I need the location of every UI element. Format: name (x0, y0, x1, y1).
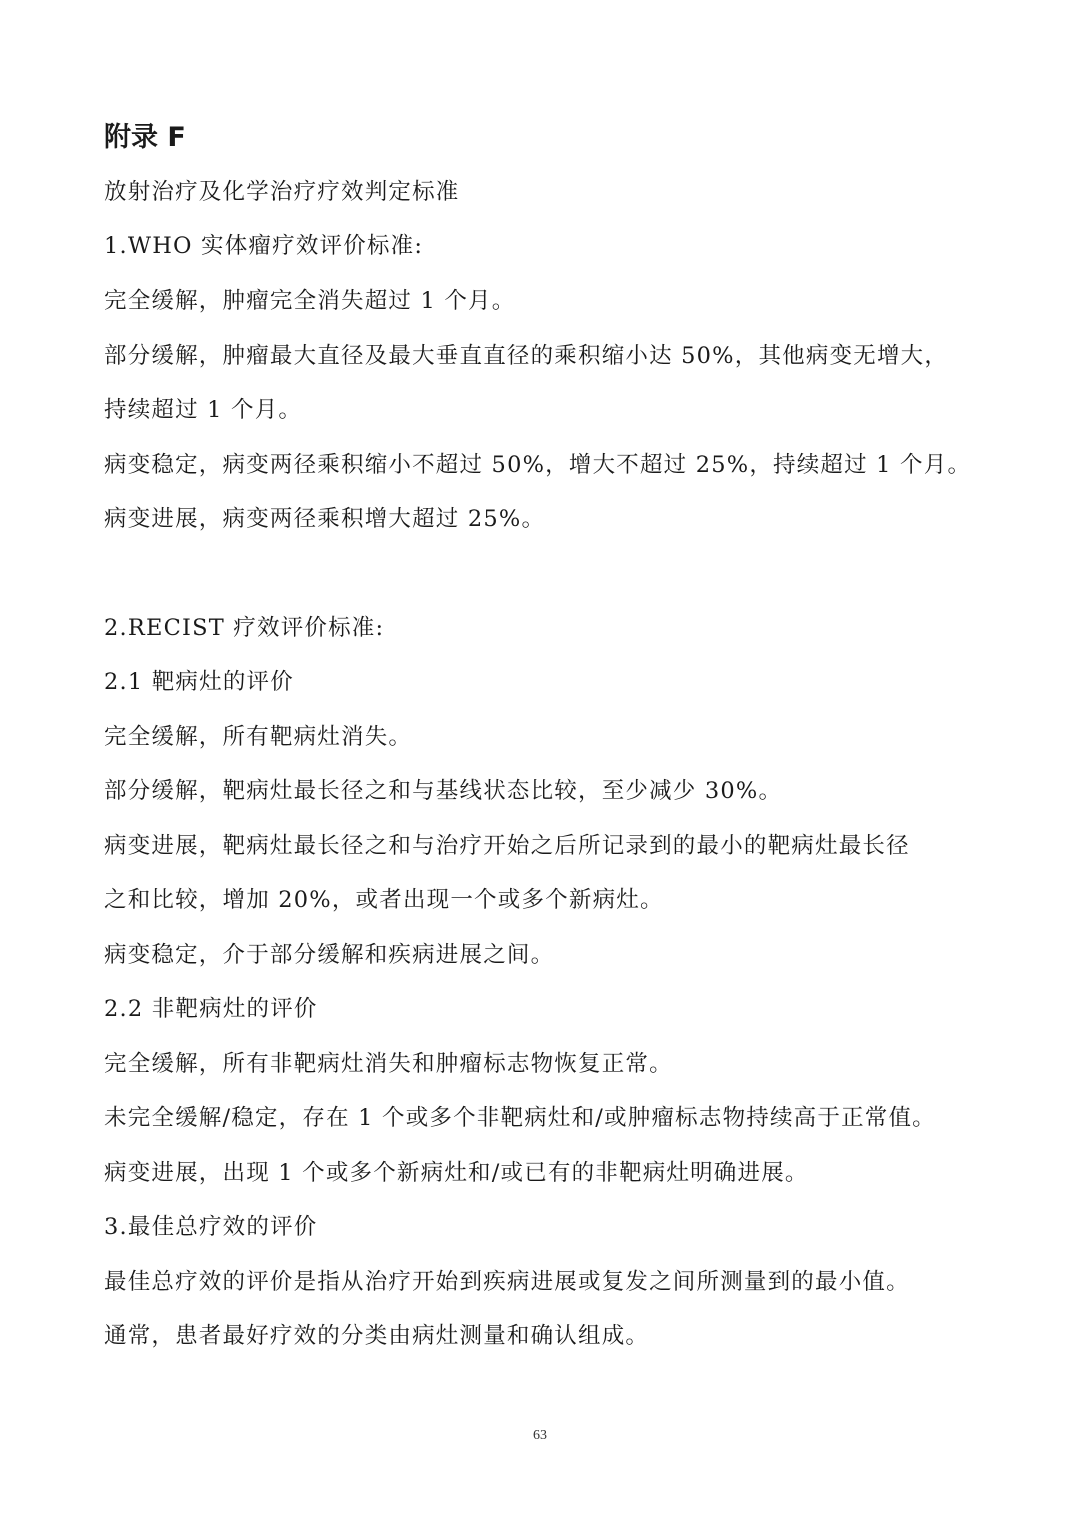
paragraph-line: 通常，患者最好疗效的分类由病灶测量和确认组成。 (104, 1323, 650, 1349)
appendix-title: 附录 F (104, 122, 186, 153)
paragraph-line: 病变稳定，介于部分缓解和疾病进展之间。 (104, 942, 555, 968)
paragraph-line: 未完全缓解/稳定，存在 1 个或多个非靶病灶和/或肿瘤标志物持续高于正常值。 (104, 1105, 936, 1131)
paragraph-line: 完全缓解，所有靶病灶消失。 (104, 724, 413, 750)
paragraph-line: 部分缓解，靶病灶最长径之和与基线状态比较，至少减少 30%。 (104, 778, 783, 804)
page-number: 63 (533, 1428, 547, 1443)
paragraph-line: 部分缓解，肿瘤最大直径及最大垂直直径的乘积缩小达 50%，其他病变无增大， (104, 343, 949, 369)
paragraph-line: 最佳总疗效的评价是指从治疗开始到疾病进展或复发之间所测量到的最小值。 (104, 1269, 910, 1295)
subsection-heading-nontarget: 2.2 非靶病灶的评价 (104, 996, 318, 1022)
subsection-heading-recist: 2.RECIST 疗效评价标准: (104, 615, 385, 641)
paragraph-line: 病变进展，病变两径乘积增大超过 25%。 (104, 506, 546, 532)
subsection-heading-best-response: 3.最佳总疗效的评价 (104, 1214, 318, 1240)
paragraph-line: 完全缓解，所有非靶病灶消失和肿瘤标志物恢复正常。 (104, 1051, 673, 1077)
paragraph-line: 病变进展，出现 1 个或多个新病灶和/或已有的非靶病灶明确进展。 (104, 1160, 809, 1186)
paragraph-line: 之和比较，增加 20%，或者出现一个或多个新病灶。 (104, 887, 664, 913)
paragraph-line: 病变进展，靶病灶最长径之和与治疗开始之后所记录到的最小的靶病灶最长径 (104, 833, 910, 859)
paragraph-line: 持续超过 1 个月。 (104, 397, 303, 423)
section-heading: 放射治疗及化学治疗疗效判定标准 (104, 179, 460, 205)
paragraph-line: 完全缓解，肿瘤完全消失超过 1 个月。 (104, 288, 516, 314)
subsection-heading-who: 1.WHO 实体瘤疗效评价标准: (104, 233, 424, 259)
paragraph-line: 病变稳定，病变两径乘积缩小不超过 50%，增大不超过 25%，持续超过 1 个月。 (104, 452, 972, 478)
subsection-heading-target: 2.1 靶病灶的评价 (104, 669, 294, 695)
